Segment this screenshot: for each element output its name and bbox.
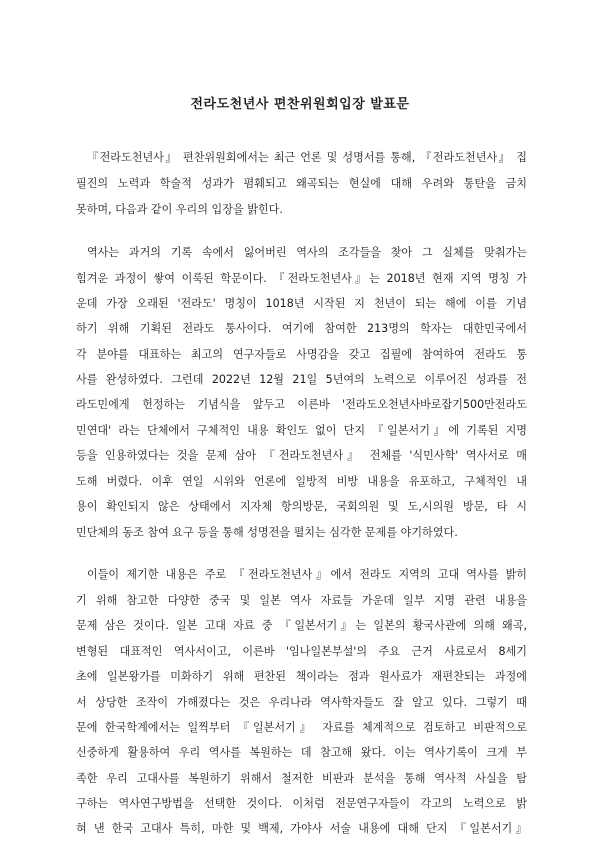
text-line: 민단체의 동조 참여 요구 등을 통해 성명전을 펼치는 심각한 문제를 야기하였다. bbox=[76, 526, 458, 539]
text-line: 사를 완성하였다. 그런데 2022년 12월 21일 5년여의 노력으로 이루어진 성과를 전 bbox=[76, 373, 527, 386]
text-line: 변형된 대표적인 역사서이고, 이른바 '임나일본부설'의 주요 근거 사료로서 8세기 bbox=[76, 645, 527, 658]
text-line: 역사는 과거의 기록 속에서 잃어버린 역사의 조각들을 찾아 그 실체를 맞춰가는 bbox=[87, 246, 527, 259]
text-line: 구하는 역사연구방법을 선택한 것이다. 이처럼 전문연구자들이 각고의 노력으로 밝 bbox=[76, 797, 527, 810]
text-line: 등을 인용하였다는 것을 문제 삼아 『전라도천년사』 전체를 '식민사학' 역사서로 매 bbox=[76, 449, 527, 462]
text-line: 각 분야를 대표하는 최고의 연구자들로 사명감을 갖고 집필에 참여하여 전라도 통 bbox=[76, 348, 527, 361]
text-line: 필진의 노력과 학술적 성과가 폄훼되고 왜곡되는 현실에 대해 우려와 통탄을 금치 bbox=[76, 177, 527, 190]
text-line: 문제 삼은 것이다. 일본 고대 자료 중 『일본서기』는 일본의 황국사관에 의해 왜곡, bbox=[76, 619, 527, 632]
text-line: 하기 위해 기획된 전라도 통사이다. 여기에 참여한 213명의 학자는 대한민국에서 bbox=[76, 322, 527, 335]
text-line: 『전라도천년사』 편찬위원회에서는 최근 언론 및 성명서를 통해, 『전라도천년사』 집 bbox=[87, 151, 527, 164]
text-line: 민연대' 라는 단체에서 구체적인 내용 확인도 없이 단지 『일본서기』에 기록된 지명 bbox=[76, 424, 527, 437]
text-line: 못하며, 다음과 같이 우리의 입장을 밝힌다. bbox=[76, 203, 283, 216]
text-line: 도해 버렸다. 이후 연일 시위와 언론에 일방적 비방 내용을 유포하고, 구체적인 내 bbox=[76, 475, 527, 488]
text-line: 혀 낸 한국 고대사 특히, 마한 및 백제, 가야사 서술 내용에 대해 단지 『일본서기』 bbox=[76, 822, 527, 835]
text-line: 문에 한국학계에서는 일찍부터 『일본서기』 자료를 체계적으로 검토하고 비판적으로 bbox=[76, 721, 527, 734]
text-line: 서 상당한 조작이 가해졌다는 것은 우리나라 역사학자들도 잘 알고 있다. 그렇기 때 bbox=[76, 696, 527, 709]
text-line: 이들이 제기한 내용은 주로 『전라도천년사』에서 전라도 지역의 고대 역사를 밝히 bbox=[87, 568, 527, 581]
text-line: 라도민에게 헌정하는 기념식을 앞두고 이른바 '전라도오천년사바로잡기500만전라도 bbox=[76, 398, 527, 411]
text-line: 신중하게 활용하여 우리 역사를 복원하는 데 참고해 왔다. 이는 역사기록이 크게 부 bbox=[76, 746, 527, 759]
text-line: 족한 우리 고대사를 복원하기 위해서 철저한 비판과 분석을 통해 역사적 사실을 탐 bbox=[76, 772, 527, 785]
text-line: 기 위해 참고한 다양한 중국 및 일본 역사 자료들 가운데 일부 지명 관련 내용을 bbox=[76, 594, 527, 607]
text-line: 초에 일본왕가를 미화하기 위해 편찬된 책이라는 점과 원사료가 재편찬되는 과정에 bbox=[76, 670, 527, 683]
text-line: 힘겨운 과정이 쌓여 이룩된 학문이다. 『전라도천년사』는 2018년 현재 지역 명칭 가 bbox=[76, 272, 527, 285]
text-line: 용이 확인되지 않은 상태에서 지자체 항의방문, 국회의원 및 도,시의원 방문, 타 시 bbox=[76, 500, 527, 513]
text-line: 운데 가장 오래된 '전라도' 명칭이 1018년 시작된 지 천년이 되는 해에 이를 기념 bbox=[76, 297, 527, 310]
page-title: 전라도천년사 편찬위원회입장 발표문 bbox=[190, 97, 410, 112]
